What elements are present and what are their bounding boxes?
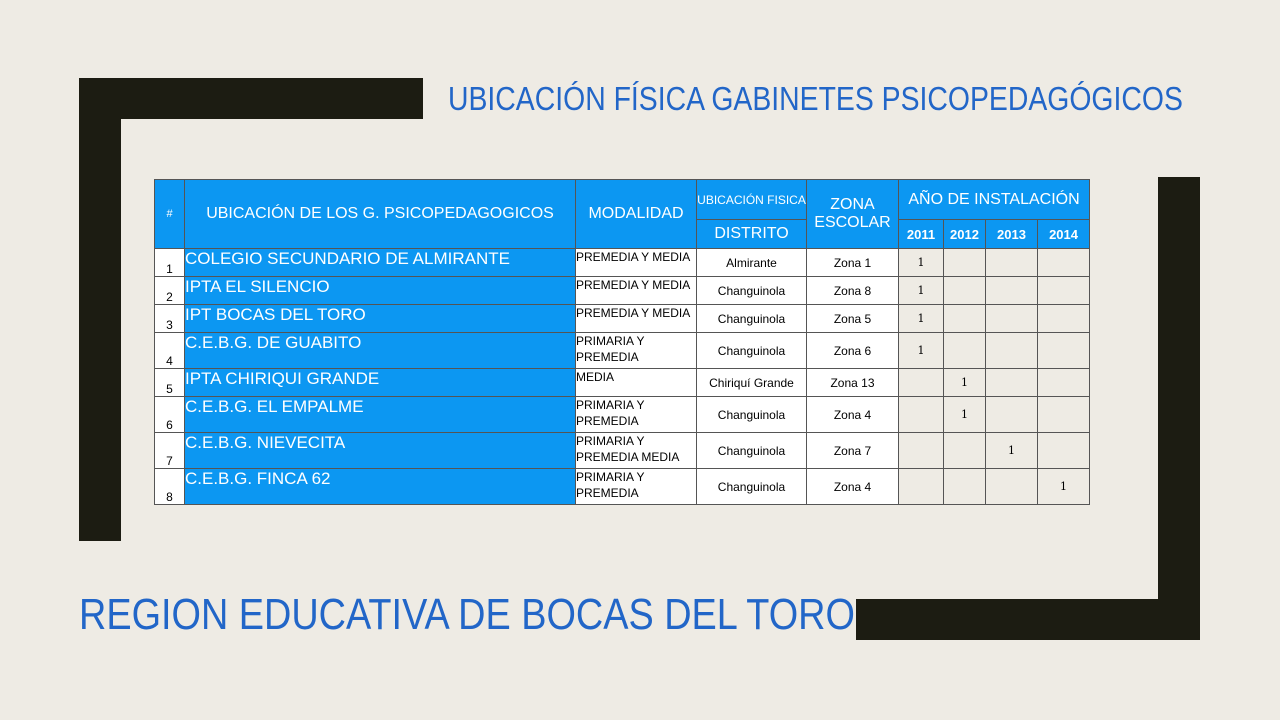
row-year-2012: [944, 277, 986, 305]
row-year-2014: [1038, 397, 1090, 433]
row-year-2013: 1: [986, 433, 1038, 469]
header-ubicacion: UBICACIÓN DE LOS G. PSICOPEDAGOGICOS: [185, 180, 576, 249]
frame-bar-top-left-horizontal: [79, 78, 423, 119]
row-zona: Zona 13: [807, 369, 899, 397]
row-distrito: Chiriquí Grande: [697, 369, 807, 397]
table-row: [155, 369, 1090, 397]
row-modalidad: PRIMARIA Y PREMEDIA MEDIA: [576, 433, 697, 469]
row-year-2011: 1: [899, 333, 944, 369]
row-number: 3: [155, 305, 185, 333]
header-year: 2012: [944, 220, 986, 249]
row-distrito: Changuinola: [697, 469, 807, 505]
table-row: [155, 397, 1090, 433]
row-school: C.E.B.G. NIEVECITA: [185, 433, 576, 469]
row-year-2012: 1: [944, 397, 986, 433]
row-modalidad: PRIMARIA Y PREMEDIA: [576, 469, 697, 505]
row-year-2012: 1: [944, 369, 986, 397]
row-modalidad: PRIMARIA Y PREMEDIA: [576, 333, 697, 369]
row-zona: Zona 1: [807, 249, 899, 277]
row-year-2013: [986, 277, 1038, 305]
row-number: 4: [155, 333, 185, 369]
row-zona: Zona 4: [807, 397, 899, 433]
row-number: 7: [155, 433, 185, 469]
table-row: [155, 305, 1090, 333]
header-ubicacion-fisica: UBICACIÓN FISICA: [697, 180, 807, 220]
row-year-2012: [944, 333, 986, 369]
header-year: 2013: [986, 220, 1038, 249]
row-modalidad: PREMEDIA Y MEDIA: [576, 249, 697, 277]
row-distrito: Changuinola: [697, 333, 807, 369]
header-zona-escolar: ZONA ESCOLAR: [807, 180, 899, 249]
row-year-2014: [1038, 369, 1090, 397]
row-zona: Zona 4: [807, 469, 899, 505]
header-anio-instalacion: AÑO DE INSTALACIÓN: [899, 180, 1090, 220]
row-year-2011: 1: [899, 277, 944, 305]
frame-bar-top-left-vertical: [79, 78, 121, 541]
row-number: 5: [155, 369, 185, 397]
row-year-2011: [899, 397, 944, 433]
row-year-2013: [986, 397, 1038, 433]
table-row: [155, 333, 1090, 369]
row-number: 6: [155, 397, 185, 433]
row-year-2012: [944, 249, 986, 277]
row-number: 8: [155, 469, 185, 505]
row-year-2011: [899, 369, 944, 397]
row-year-2014: [1038, 277, 1090, 305]
row-year-2013: [986, 369, 1038, 397]
row-year-2014: [1038, 333, 1090, 369]
row-year-2011: 1: [899, 305, 944, 333]
row-distrito: Almirante: [697, 249, 807, 277]
row-year-2014: 1: [1038, 469, 1090, 505]
row-school: IPT BOCAS DEL TORO: [185, 305, 576, 333]
row-year-2013: [986, 469, 1038, 505]
row-modalidad: PRIMARIA Y PREMEDIA: [576, 397, 697, 433]
header-distrito: DISTRITO: [697, 220, 807, 249]
frame-bar-bottom-right-horizontal: [856, 599, 1200, 640]
table-row: [155, 469, 1090, 505]
row-school: C.E.B.G. FINCA 62: [185, 469, 576, 505]
row-distrito: Changuinola: [697, 277, 807, 305]
row-year-2012: [944, 469, 986, 505]
row-distrito: Changuinola: [697, 305, 807, 333]
row-school: IPTA CHIRIQUI GRANDE: [185, 369, 576, 397]
table-row: [155, 249, 1090, 277]
header-year: 2014: [1038, 220, 1090, 249]
row-modalidad: MEDIA: [576, 369, 697, 397]
gabinetes-table: [154, 179, 1090, 505]
frame-bar-bottom-right-vertical: [1158, 177, 1200, 640]
table-row: [155, 433, 1090, 469]
row-year-2011: [899, 469, 944, 505]
row-year-2011: 1: [899, 249, 944, 277]
row-distrito: Changuinola: [697, 397, 807, 433]
row-year-2013: [986, 249, 1038, 277]
row-year-2012: [944, 305, 986, 333]
row-distrito: Changuinola: [697, 433, 807, 469]
row-school: COLEGIO SECUNDARIO DE ALMIRANTE: [185, 249, 576, 277]
row-school: C.E.B.G. DE GUABITO: [185, 333, 576, 369]
row-zona: Zona 7: [807, 433, 899, 469]
row-modalidad: PREMEDIA Y MEDIA: [576, 305, 697, 333]
header-modalidad: MODALIDAD: [576, 180, 697, 249]
table-row: [155, 277, 1090, 305]
row-modalidad: PREMEDIA Y MEDIA: [576, 277, 697, 305]
row-number: 2: [155, 277, 185, 305]
slide-subtitle: REGION EDUCATIVA DE BOCAS DEL TORO: [79, 590, 855, 639]
row-year-2013: [986, 333, 1038, 369]
row-year-2014: [1038, 249, 1090, 277]
row-zona: Zona 6: [807, 333, 899, 369]
row-zona: Zona 8: [807, 277, 899, 305]
header-number: #: [155, 180, 185, 249]
row-number: 1: [155, 249, 185, 277]
row-zona: Zona 5: [807, 305, 899, 333]
row-school: C.E.B.G. EL EMPALME: [185, 397, 576, 433]
row-year-2011: [899, 433, 944, 469]
row-year-2013: [986, 305, 1038, 333]
row-year-2012: [944, 433, 986, 469]
header-year: 2011: [899, 220, 944, 249]
row-school: IPTA EL SILENCIO: [185, 277, 576, 305]
row-year-2014: [1038, 433, 1090, 469]
row-year-2014: [1038, 305, 1090, 333]
slide-title: UBICACIÓN FÍSICA GABINETES PSICOPEDAGÓGICOS: [448, 80, 1183, 117]
